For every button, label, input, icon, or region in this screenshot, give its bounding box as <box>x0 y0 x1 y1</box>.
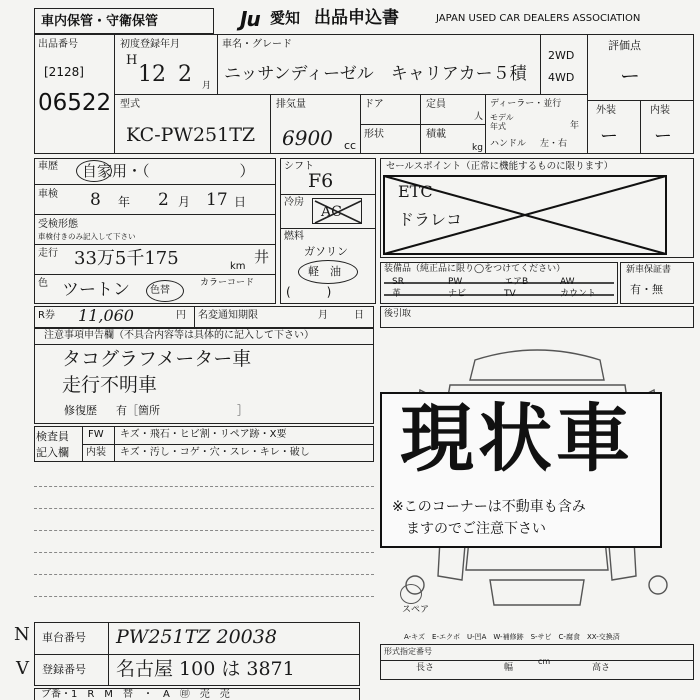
model-value: KC-PW251TZ <box>126 124 256 146</box>
mileage-note: 井 <box>254 248 270 266</box>
shift-label: シフト <box>284 161 314 172</box>
margin-mark-a: N <box>14 624 30 645</box>
aircon-label: 冷房 <box>284 197 304 208</box>
drive-4wd: 4WD <box>548 71 575 84</box>
grade-exterior-label: 外装 <box>596 105 616 116</box>
inspector-fw-label: FW <box>88 429 104 440</box>
color-value: ツートン <box>62 280 130 300</box>
lot-number: 06522 <box>38 90 112 116</box>
acceptance-label: 受検形態 <box>38 219 78 230</box>
fuel-diesel-circle <box>298 260 358 284</box>
displacement-label: 排気量 <box>276 99 306 110</box>
inspection-label: 車検 <box>38 189 58 200</box>
fuel-brackets: ( ) <box>286 285 332 299</box>
load-label: 積載 <box>426 129 446 140</box>
registration-year: 12 <box>138 62 166 87</box>
association-name: JAPAN USED CAR DEALERS ASSOCIATION <box>436 13 641 24</box>
chassis-value: PW251TZ 20038 <box>116 626 277 648</box>
inspector-fw-text: キズ・飛石・ヒビ割・リペア跡・X要 <box>120 429 287 440</box>
condition-stamp-note-1: ※このコーナーは不動車も含み <box>392 499 586 515</box>
mileage-value: 33万5千175 <box>74 248 179 269</box>
notes-label: 注意事項申告欄（不具合内容等は具体的に記入して下さい） <box>44 330 314 341</box>
spare-label: スペア <box>402 605 430 615</box>
car-name-label: 車名・グレード <box>222 39 292 50</box>
storage-note-box <box>34 8 214 34</box>
capacity-unit: 人 <box>474 112 484 122</box>
handle-label: ハンドル <box>490 139 527 149</box>
specified-unit-1: cm <box>538 657 551 666</box>
pickup-label: 後引取 <box>384 309 412 319</box>
shape-label: 形状 <box>364 129 384 140</box>
notes-line1: タコグラフメーター車 <box>62 348 252 370</box>
damage-legend: A-キズ E-エクボ U-凹A W-補修跡 S-サビ C-腐食 XX-交換済 <box>404 633 620 641</box>
inspection-year: 8 <box>90 190 101 210</box>
sales-point-label: セールスポイント（正常に機能するものに限ります） <box>386 161 614 172</box>
inspector-label-1: 検査員 <box>36 430 69 443</box>
shift-value: F6 <box>308 170 334 192</box>
pickup-block <box>380 306 694 328</box>
equipment-item: 革 <box>392 289 402 299</box>
equipment-item: エアB <box>504 277 529 287</box>
sales-point-line2: ドラレコ <box>398 210 463 229</box>
guarantee-label: 新車保証書 <box>626 265 672 275</box>
mileage-unit: km <box>230 261 246 272</box>
inspection-month: 2 <box>158 190 169 210</box>
grade-value: ー <box>620 64 640 88</box>
fuel-label: 燃料 <box>284 231 304 242</box>
grade-interior-label: 内装 <box>650 105 670 116</box>
bottom-row-text: ブ番・1 R M 替 ・ A ㊞ 売 売 <box>41 689 230 700</box>
equipment-item: SR <box>392 277 404 287</box>
sales-point-cross <box>380 174 670 258</box>
inspection-month-suffix: 月 <box>178 195 191 209</box>
fuel-diesel: 軽 油 <box>308 265 341 278</box>
name-change-label: 名変通知期限 <box>198 310 258 321</box>
specified-width: 幅 <box>504 663 514 673</box>
name-change-day: 日 <box>354 310 364 321</box>
equipment-item: PW <box>448 277 463 287</box>
repair-label: 修復歴 <box>64 404 97 417</box>
recycle-unit: 円 <box>176 310 186 321</box>
inspection-year-suffix: 年 <box>118 195 131 209</box>
plate-value: 名古屋 100 は 3871 <box>116 658 295 680</box>
repair-value: 有［箇所 ］ <box>116 404 248 417</box>
grade-label: 評価点 <box>608 39 641 52</box>
grade-interior-value: ー <box>654 126 672 147</box>
dealer-model-year-label: モデル 年式 <box>490 113 514 131</box>
door-label: ドア <box>364 99 384 110</box>
inspection-day-suffix: 日 <box>234 195 247 209</box>
condition-stamp-title: 現状車 <box>400 396 634 482</box>
recycle-label: R券 <box>38 310 55 321</box>
grade-exterior-value: ー <box>600 126 618 147</box>
registration-month-suffix: 月 <box>202 81 212 91</box>
equipment-label: 装備品（純正品に限り◯をつけてください） <box>384 264 566 274</box>
equipment-strike <box>384 276 614 302</box>
aircon-strike <box>313 199 363 225</box>
margin-mark-b: V <box>16 658 29 679</box>
inspector-interior-label: 内装 <box>86 447 106 458</box>
inspector-label-2: 記入欄 <box>36 446 69 459</box>
registration-era: H <box>126 53 138 68</box>
color-code-label: カラーコード <box>200 278 255 288</box>
guarantee-value: 有・無 <box>630 283 663 296</box>
specified-label: 形式指定番号 <box>384 647 432 656</box>
registration-label: 初度登録年月 <box>120 39 180 50</box>
equipment-item: カウント <box>560 289 597 299</box>
bottom-row <box>34 688 360 700</box>
load-unit: kg <box>472 143 483 153</box>
color-label: 色 <box>38 278 48 289</box>
inspection-day: 17 <box>206 190 228 210</box>
fuel-gasoline: ガソリン <box>304 245 348 258</box>
acceptance-note: 車検付きのみ記入して下さい <box>38 232 136 241</box>
registration-month: 2 <box>178 62 192 87</box>
history-value: 自家用・（ ） <box>82 162 255 180</box>
capacity-label: 定員 <box>426 99 446 110</box>
logo-mark: Ju <box>240 7 260 31</box>
displacement-unit: cc <box>344 139 357 152</box>
inspector-interior-text: キズ・汚し・コゲ・穴・スレ・キレ・破し <box>120 447 310 458</box>
aircon-box <box>312 198 362 224</box>
recycle-value: 11,060 <box>78 306 134 325</box>
dealer-label: ディーラー・並行 <box>490 99 562 109</box>
history-circle <box>76 160 112 182</box>
equipment-item: TV <box>504 289 516 299</box>
spare-circle <box>400 584 422 604</box>
equipment-item: ナビ <box>448 289 467 299</box>
specified-length: 長さ <box>416 663 435 673</box>
storage-note: 車内保管・守衛保管 <box>41 14 159 29</box>
name-change-month: 月 <box>318 310 328 321</box>
history-label: 車歴 <box>38 161 58 172</box>
lot-sub-number: [2128] <box>44 65 84 79</box>
dealer-year-suffix: 年 <box>570 121 580 131</box>
form-title: 出品申込書 <box>314 8 399 28</box>
mileage-label: 走行 <box>38 248 58 259</box>
drive-2wd: 2WD <box>548 49 575 62</box>
displacement-value: 6900 <box>282 126 333 150</box>
notes-line2: 走行不明車 <box>62 374 158 396</box>
handle-options: 左・右 <box>540 139 568 149</box>
plate-label: 登録番号 <box>42 663 86 676</box>
condition-stamp <box>380 392 662 548</box>
sales-point-line1: ETC <box>398 182 433 201</box>
condition-stamp-note-2: ますのでご注意下さい <box>406 521 546 537</box>
car-name-value: ニッサンディーゼル キャリアカー５積 <box>224 64 527 84</box>
specified-height: 高さ <box>592 663 611 673</box>
color-change-circle <box>146 280 184 302</box>
aircon-value: AC <box>321 204 342 220</box>
logo-text: 愛知 <box>270 9 301 27</box>
color-change-label: 色替 <box>150 285 170 296</box>
lot-number-label: 出品番号 <box>38 39 78 50</box>
chassis-label: 車台番号 <box>42 631 86 644</box>
model-label: 型式 <box>120 99 140 110</box>
equipment-item: AW <box>560 277 575 287</box>
